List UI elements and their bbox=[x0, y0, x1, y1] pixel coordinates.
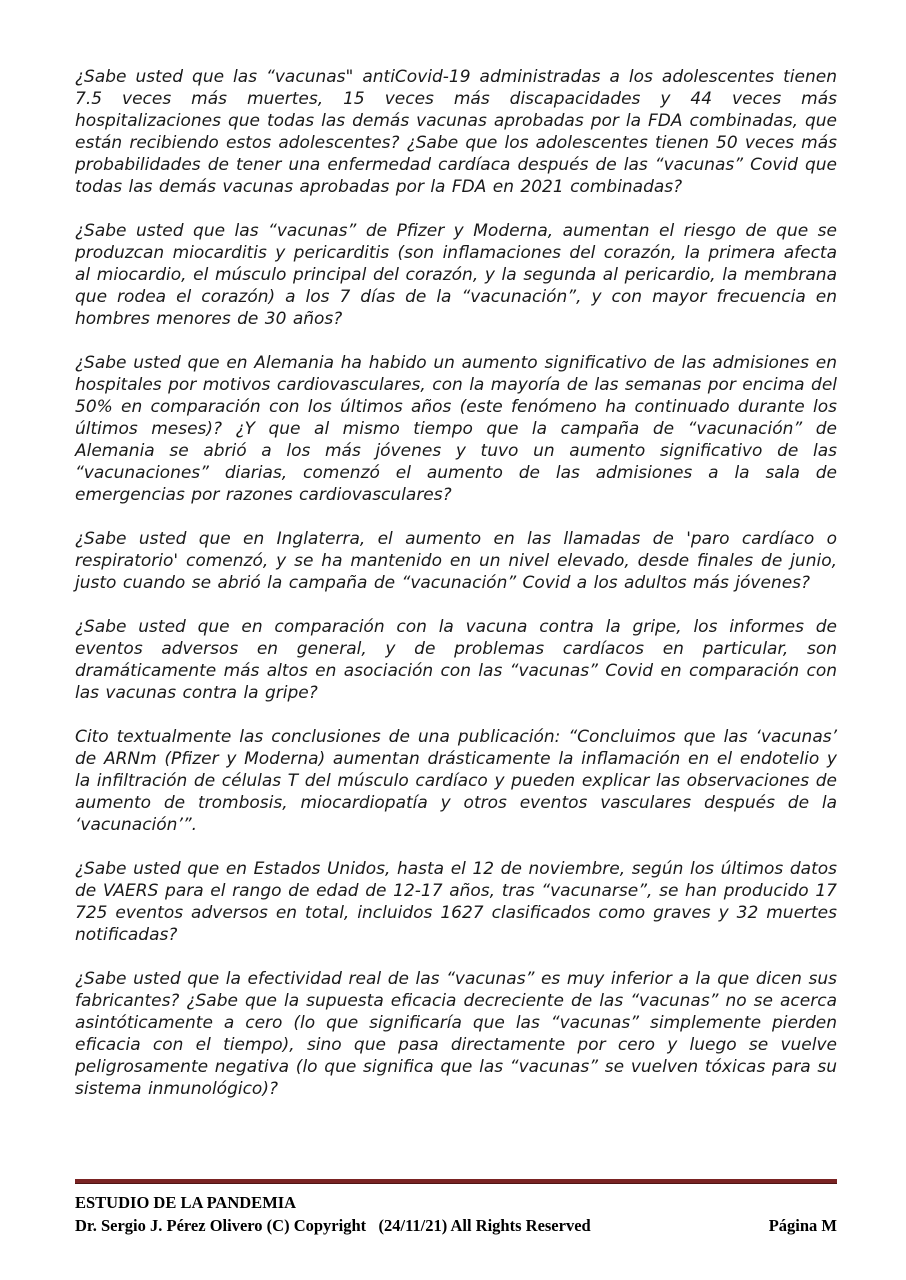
body-paragraph: Cito textualmente las conclusiones de una publicación: “Concluimos que las ‘vacunas’ de ARNm (Pfizer y Moderna) aumentan drásticamente la inflamación en el endotelio y la infiltración de células T del músculo cardíaco y pueden explicar las observaciones de aumento de trombosis, miocardiopatía y otros eventos vasculares después de la ‘vacunación’”. bbox=[75, 727, 837, 835]
page-footer bbox=[75, 1179, 837, 1238]
body-paragraph: ¿Sabe usted que las “vacunas" antiCovid-19 administradas a los adolescentes tienen 7.5 veces más muertes, 15 veces más discapacidades y 44 veces más hospitalizaciones que todas las demás vacunas aprobadas por la FDA combinadas, que están recibiendo estos adolescentes? ¿Sabe que los adolescentes tienen 50 veces más probabilidades de tener una enfermedad cardíaca después de las “vacunas” Covid que todas las demás vacunas aprobadas por la FDA en 2021 combinadas? bbox=[75, 67, 837, 197]
body-paragraph: ¿Sabe usted que en Inglaterra, el aumento en las llamadas de 'paro cardíaco o respiratorio' comenzó, y se ha mantenido en un nivel elevado, desde finales de junio, justo cuando se abrió la campaña de “vacunación” Covid a los adultos más jóvenes? bbox=[75, 529, 837, 593]
body-paragraph: ¿Sabe usted que en comparación con la vacuna contra la gripe, los informes de eventos adversos en general, y de problemas cardíacos en particular, son dramáticamente más altos en asociación con las “vacunas” Covid en comparación con las vacunas contra la gripe? bbox=[75, 617, 837, 703]
body-paragraph: ¿Sabe usted que la efectividad real de las “vacunas” es muy inferior a la que dicen sus fabricantes? ¿Sabe que la supuesta eficacia decreciente de las “vacunas” no se acerca asintóticamente a cero (lo que significaría que las “vacunas” simplemente pierden eficacia con el tiempo), sino que pasa directamente por cero y luego se vuelve peligrosamente negativa (lo que significa que las “vacunas” se vuelven tóxicas para su sistema inmunológico)? bbox=[75, 969, 837, 1099]
body-paragraph: ¿Sabe usted que las “vacunas” de Pfizer y Moderna, aumentan el riesgo de que se produzcan miocarditis y pericarditis (son inflamaciones del corazón, la primera afecta al miocardio, el músculo principal del corazón, y la segunda al pericardio, la membrana que rodea el corazón) a los 7 días de la “vacunación”, y con mayor frecuencia en hombres menores de 30 años? bbox=[75, 221, 837, 329]
body-paragraph: ¿Sabe usted que en Estados Unidos, hasta el 12 de noviembre, según los últimos datos de VAERS para el rango de edad de 12-17 años, tras “vacunarse”, se han producido 17 725 eventos adversos en total, incluidos 1627 clasificados como graves y 32 muertes notificadas? bbox=[75, 859, 837, 945]
footer-title: ESTUDIO DE LA PANDEMIA bbox=[75, 1193, 297, 1212]
body-paragraph: ¿Sabe usted que en Alemania ha habido un aumento significativo de las admisiones en hospitales por motivos cardiovasculares, con la mayoría de las semanas por encima del 50% en comparación con los últimos años (este fenómeno ha continuado durante los últimos meses)? ¿Y que al mismo tiempo que la campaña de “vacunación” de Alemania se abrió a los más jóvenes y tuvo un aumento significativo de las “vacunaciones” diarias, comenzó el aumento de las admisiones a la sala de emergencias por razones cardiovasculares? bbox=[75, 353, 837, 505]
footer-rule bbox=[75, 1179, 837, 1184]
footer-copyright: Dr. Sergio J. Pérez Olivero (C) Copyright (24/11/21) All Rights Reserved bbox=[75, 1216, 591, 1235]
footer-page-number: Página M bbox=[768, 1216, 837, 1235]
footer-info-row bbox=[75, 1214, 837, 1238]
document-body bbox=[75, 66, 837, 1179]
